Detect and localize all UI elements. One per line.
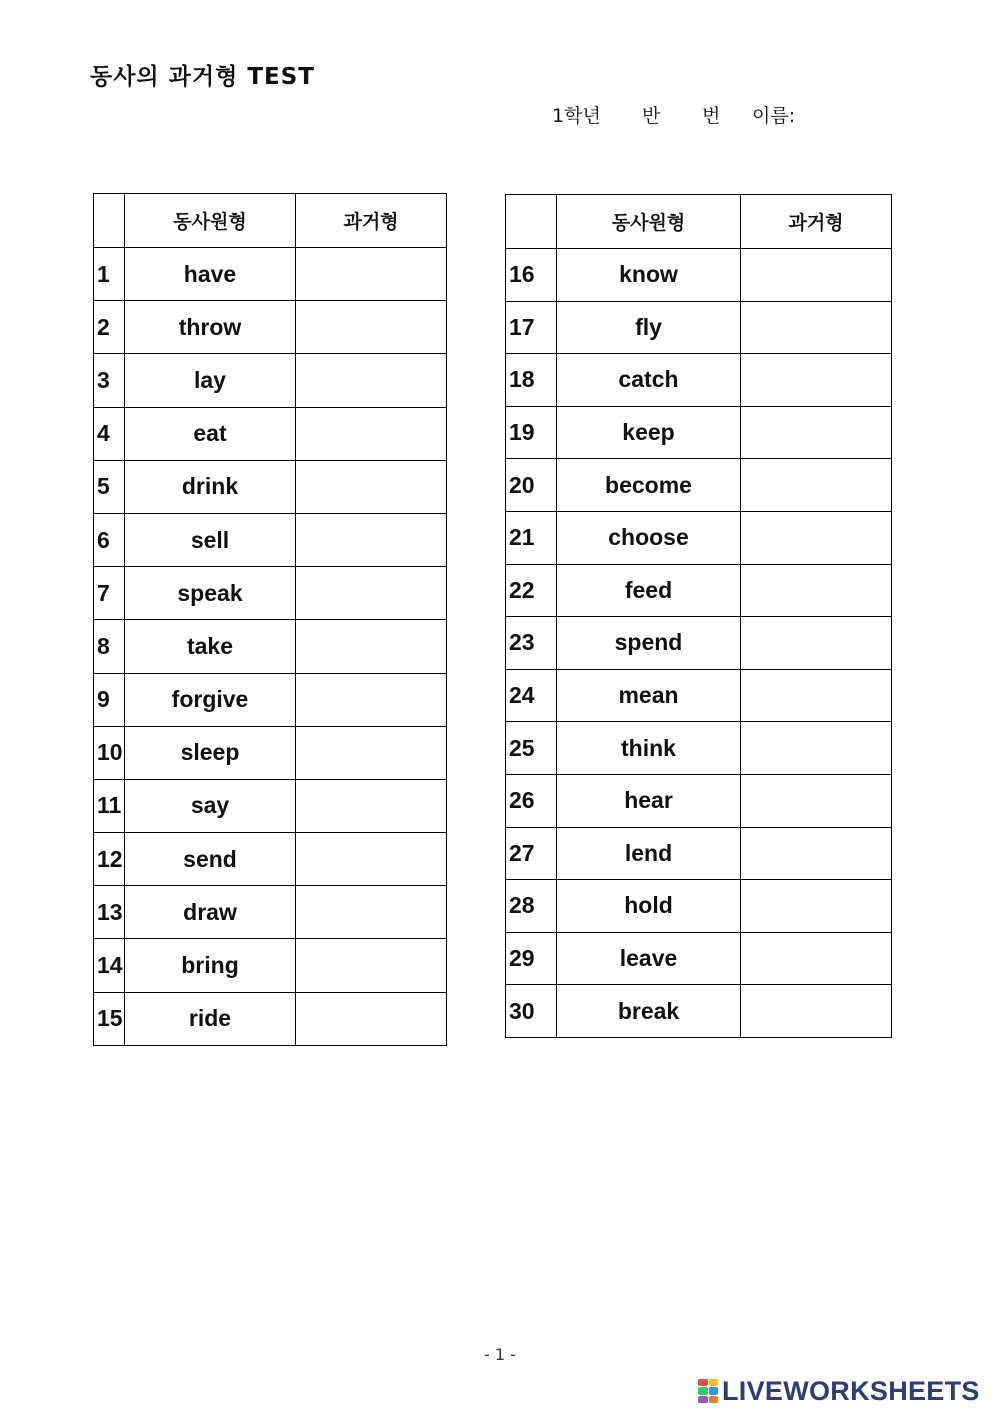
past-form-answer-field[interactable] xyxy=(296,620,447,673)
item-number: 12 xyxy=(94,833,125,886)
header-base-form: 동사원형 xyxy=(557,195,741,249)
table-row xyxy=(506,985,892,1038)
item-number: 23 xyxy=(506,617,557,670)
item-number: 24 xyxy=(506,669,557,722)
item-number: 5 xyxy=(94,460,125,513)
item-number: 4 xyxy=(94,407,125,460)
item-number: 9 xyxy=(94,673,125,726)
table-row xyxy=(94,513,447,566)
table-body xyxy=(506,249,892,1038)
past-form-answer-field[interactable] xyxy=(741,669,892,722)
past-form-answer-field[interactable] xyxy=(741,617,892,670)
item-number: 22 xyxy=(506,564,557,617)
past-form-answer-field[interactable] xyxy=(741,985,892,1038)
past-form-answer-field[interactable] xyxy=(741,354,892,407)
past-form-answer-field[interactable] xyxy=(296,407,447,460)
table-row xyxy=(94,567,447,620)
base-verb: speak xyxy=(125,567,296,620)
table-row xyxy=(506,827,892,880)
item-number: 30 xyxy=(506,985,557,1038)
item-number: 15 xyxy=(94,992,125,1045)
past-form-answer-field[interactable] xyxy=(296,354,447,407)
base-verb: draw xyxy=(125,886,296,939)
item-number: 14 xyxy=(94,939,125,992)
past-form-answer-field[interactable] xyxy=(296,886,447,939)
base-verb: ride xyxy=(125,992,296,1045)
base-verb: lend xyxy=(557,827,741,880)
past-form-answer-field[interactable] xyxy=(296,833,447,886)
item-number: 10 xyxy=(94,726,125,779)
item-number: 18 xyxy=(506,354,557,407)
past-form-answer-field[interactable] xyxy=(296,673,447,726)
item-number: 7 xyxy=(94,567,125,620)
verb-table-right xyxy=(505,194,892,1038)
past-form-answer-field[interactable] xyxy=(296,567,447,620)
header-past-form: 과거형 xyxy=(741,195,892,249)
table-row xyxy=(506,564,892,617)
name-label: 이름: xyxy=(752,105,796,127)
table-row xyxy=(506,406,892,459)
base-verb: hold xyxy=(557,880,741,933)
base-verb: catch xyxy=(557,354,741,407)
table-row xyxy=(506,249,892,302)
table-row xyxy=(506,932,892,985)
item-number: 27 xyxy=(506,827,557,880)
past-form-answer-field[interactable] xyxy=(741,932,892,985)
header-past-form: 과거형 xyxy=(296,194,447,248)
table-row xyxy=(94,460,447,513)
past-form-answer-field[interactable] xyxy=(296,301,447,354)
base-verb: spend xyxy=(557,617,741,670)
base-verb: have xyxy=(125,248,296,301)
item-number: 6 xyxy=(94,513,125,566)
base-verb: forgive xyxy=(125,673,296,726)
past-form-answer-field[interactable] xyxy=(296,726,447,779)
table-row xyxy=(506,301,892,354)
table-row xyxy=(506,722,892,775)
item-number: 8 xyxy=(94,620,125,673)
grade-label: 1학년 xyxy=(552,105,601,127)
header-base-form: 동사원형 xyxy=(125,194,296,248)
table-row xyxy=(94,886,447,939)
item-number: 19 xyxy=(506,406,557,459)
item-number: 26 xyxy=(506,774,557,827)
base-verb: take xyxy=(125,620,296,673)
base-verb: bring xyxy=(125,939,296,992)
item-number: 2 xyxy=(94,301,125,354)
base-verb: eat xyxy=(125,407,296,460)
base-verb: become xyxy=(557,459,741,512)
liveworksheets-logo-icon xyxy=(698,1379,718,1403)
past-form-answer-field[interactable] xyxy=(296,513,447,566)
table-row xyxy=(506,669,892,722)
item-number: 17 xyxy=(506,301,557,354)
past-form-answer-field[interactable] xyxy=(741,459,892,512)
past-form-answer-field[interactable] xyxy=(296,779,447,832)
base-verb: mean xyxy=(557,669,741,722)
header-number xyxy=(506,195,557,249)
table-row xyxy=(94,301,447,354)
table-row xyxy=(94,992,447,1045)
past-form-answer-field[interactable] xyxy=(296,992,447,1045)
table-row xyxy=(94,673,447,726)
base-verb: leave xyxy=(557,932,741,985)
past-form-answer-field[interactable] xyxy=(741,827,892,880)
item-number: 20 xyxy=(506,459,557,512)
base-verb: sell xyxy=(125,513,296,566)
item-number: 28 xyxy=(506,880,557,933)
table-body xyxy=(94,248,447,1046)
past-form-answer-field[interactable] xyxy=(296,939,447,992)
class-label: 반 xyxy=(642,105,661,127)
table-row xyxy=(94,726,447,779)
header-number xyxy=(94,194,125,248)
number-label: 번 xyxy=(702,105,721,127)
page-number: - 1 - xyxy=(484,1345,516,1364)
past-form-answer-field[interactable] xyxy=(741,406,892,459)
item-number: 3 xyxy=(94,354,125,407)
item-number: 11 xyxy=(94,779,125,832)
base-verb: sleep xyxy=(125,726,296,779)
table-row xyxy=(506,511,892,564)
base-verb: say xyxy=(125,779,296,832)
table-row xyxy=(94,620,447,673)
table-row xyxy=(94,248,447,301)
past-form-answer-field[interactable] xyxy=(296,248,447,301)
past-form-answer-field[interactable] xyxy=(741,774,892,827)
base-verb: know xyxy=(557,249,741,302)
item-number: 25 xyxy=(506,722,557,775)
base-verb: choose xyxy=(557,511,741,564)
base-verb: lay xyxy=(125,354,296,407)
table-row xyxy=(506,617,892,670)
item-number: 16 xyxy=(506,249,557,302)
base-verb: fly xyxy=(557,301,741,354)
item-number: 21 xyxy=(506,511,557,564)
item-number: 1 xyxy=(94,248,125,301)
past-form-answer-field[interactable] xyxy=(741,722,892,775)
base-verb: think xyxy=(557,722,741,775)
base-verb: feed xyxy=(557,564,741,617)
past-form-answer-field[interactable] xyxy=(741,564,892,617)
table-row xyxy=(94,833,447,886)
past-form-answer-field[interactable] xyxy=(296,460,447,513)
table-row xyxy=(94,354,447,407)
table-row xyxy=(506,774,892,827)
base-verb: send xyxy=(125,833,296,886)
student-info xyxy=(552,101,795,128)
table-row xyxy=(94,407,447,460)
base-verb: hear xyxy=(557,774,741,827)
logo-text: LIVEWORKSHEETS xyxy=(722,1375,980,1406)
liveworksheets-logo[interactable] xyxy=(698,1374,980,1408)
table-row xyxy=(506,459,892,512)
page-title: 동사의 과거형 TEST xyxy=(90,64,315,90)
table-row xyxy=(506,880,892,933)
past-form-answer-field[interactable] xyxy=(741,880,892,933)
verb-table-left xyxy=(93,193,447,1046)
table-row xyxy=(94,779,447,832)
base-verb: throw xyxy=(125,301,296,354)
past-form-answer-field[interactable] xyxy=(741,249,892,302)
table-row xyxy=(94,939,447,992)
item-number: 29 xyxy=(506,932,557,985)
base-verb: break xyxy=(557,985,741,1038)
item-number: 13 xyxy=(94,886,125,939)
past-form-answer-field[interactable] xyxy=(741,511,892,564)
past-form-answer-field[interactable] xyxy=(741,301,892,354)
base-verb: drink xyxy=(125,460,296,513)
base-verb: keep xyxy=(557,406,741,459)
table-row xyxy=(506,354,892,407)
